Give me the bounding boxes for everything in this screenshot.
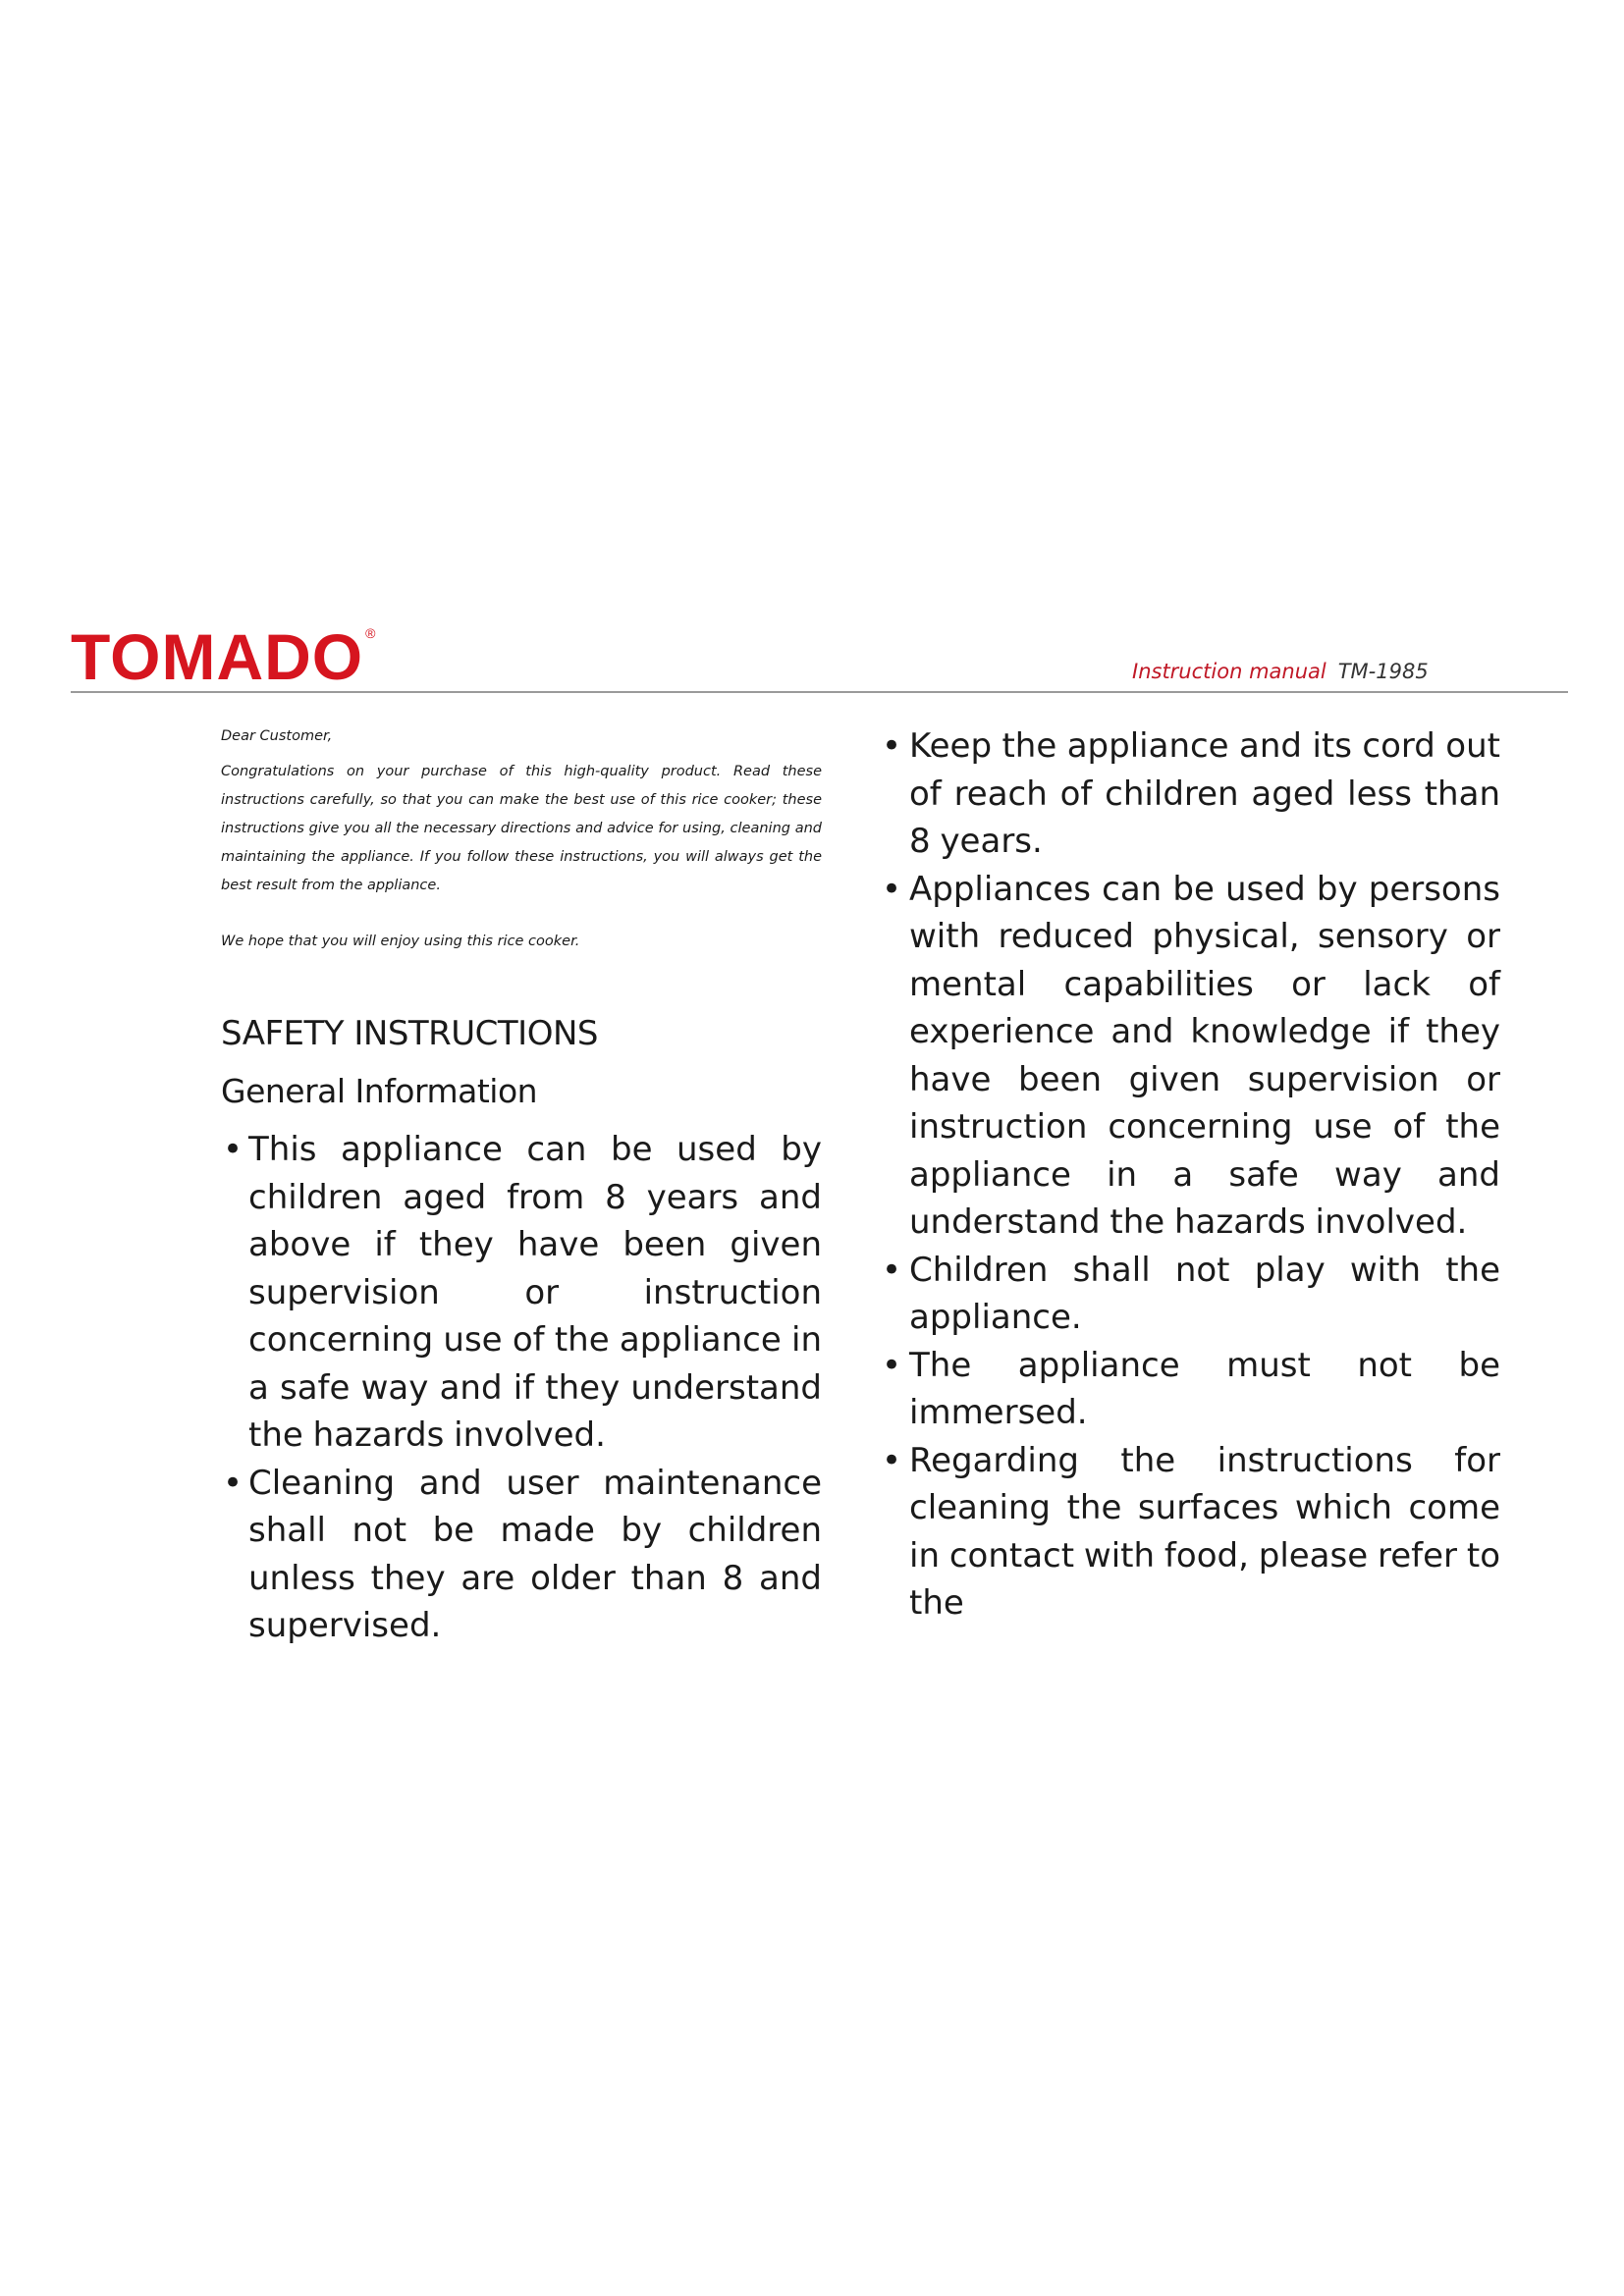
list-item: • Keep the appliance and its cord out of reach of children aged less than 8 years. (880, 722, 1500, 866)
intro-salutation: Dear Customer, (221, 728, 333, 744)
list-item: • Appliances can be used by persons with reduced physical, sensory or mental capabilities or lack of experience and knowledge if they have been given supervision or instruction concerning use of the appliance in a safe way and understand the hazards involved. (880, 866, 1500, 1247)
list-item: • This appliance can be used by children aged from 8 years and above if they have been given supervision or instruction concerning use of the appliance in a safe way and if they understand the hazards involved. (221, 1126, 822, 1460)
brand-logo (71, 620, 377, 693)
header-divider (71, 691, 1568, 693)
list-item: • Children shall not play with the appliance. (880, 1247, 1500, 1342)
safety-title: SAFETY INSTRUCTIONS (221, 1014, 598, 1053)
left-bullet-list (221, 1126, 822, 1650)
intro-body: Congratulations on your purchase of this high-quality product. Read these instructions carefully, so that you can make the best use of this rice cooker; these instructions give you all the necessary directions and advice for using, cleaning and maintaining the appliance. If you follow these instructions, you will always get the best result from the appliance. (221, 764, 822, 893)
list-item: • The appliance must not be immersed. (880, 1342, 1500, 1437)
manual-title: Instruction manual (1132, 660, 1326, 683)
brand-name: TOMADO (71, 620, 364, 693)
registered-mark: ® (365, 625, 377, 641)
right-bullet-list (880, 722, 1500, 1628)
general-info-heading: General Information (221, 1072, 538, 1110)
list-item: • Cleaning and user maintenance shall not be made by children unless they are older than 8 and supervised. (221, 1460, 822, 1650)
left-column (221, 722, 822, 1650)
model-number: TM-1985 (1337, 660, 1429, 683)
intro-closing: We hope that you will enjoy using this rice cooker. (221, 934, 580, 949)
manual-label (1132, 660, 1429, 683)
right-column (880, 722, 1500, 1628)
list-item: • Regarding the instructions for cleaning the surfaces which come in contact with food, please refer to the (880, 1437, 1500, 1628)
